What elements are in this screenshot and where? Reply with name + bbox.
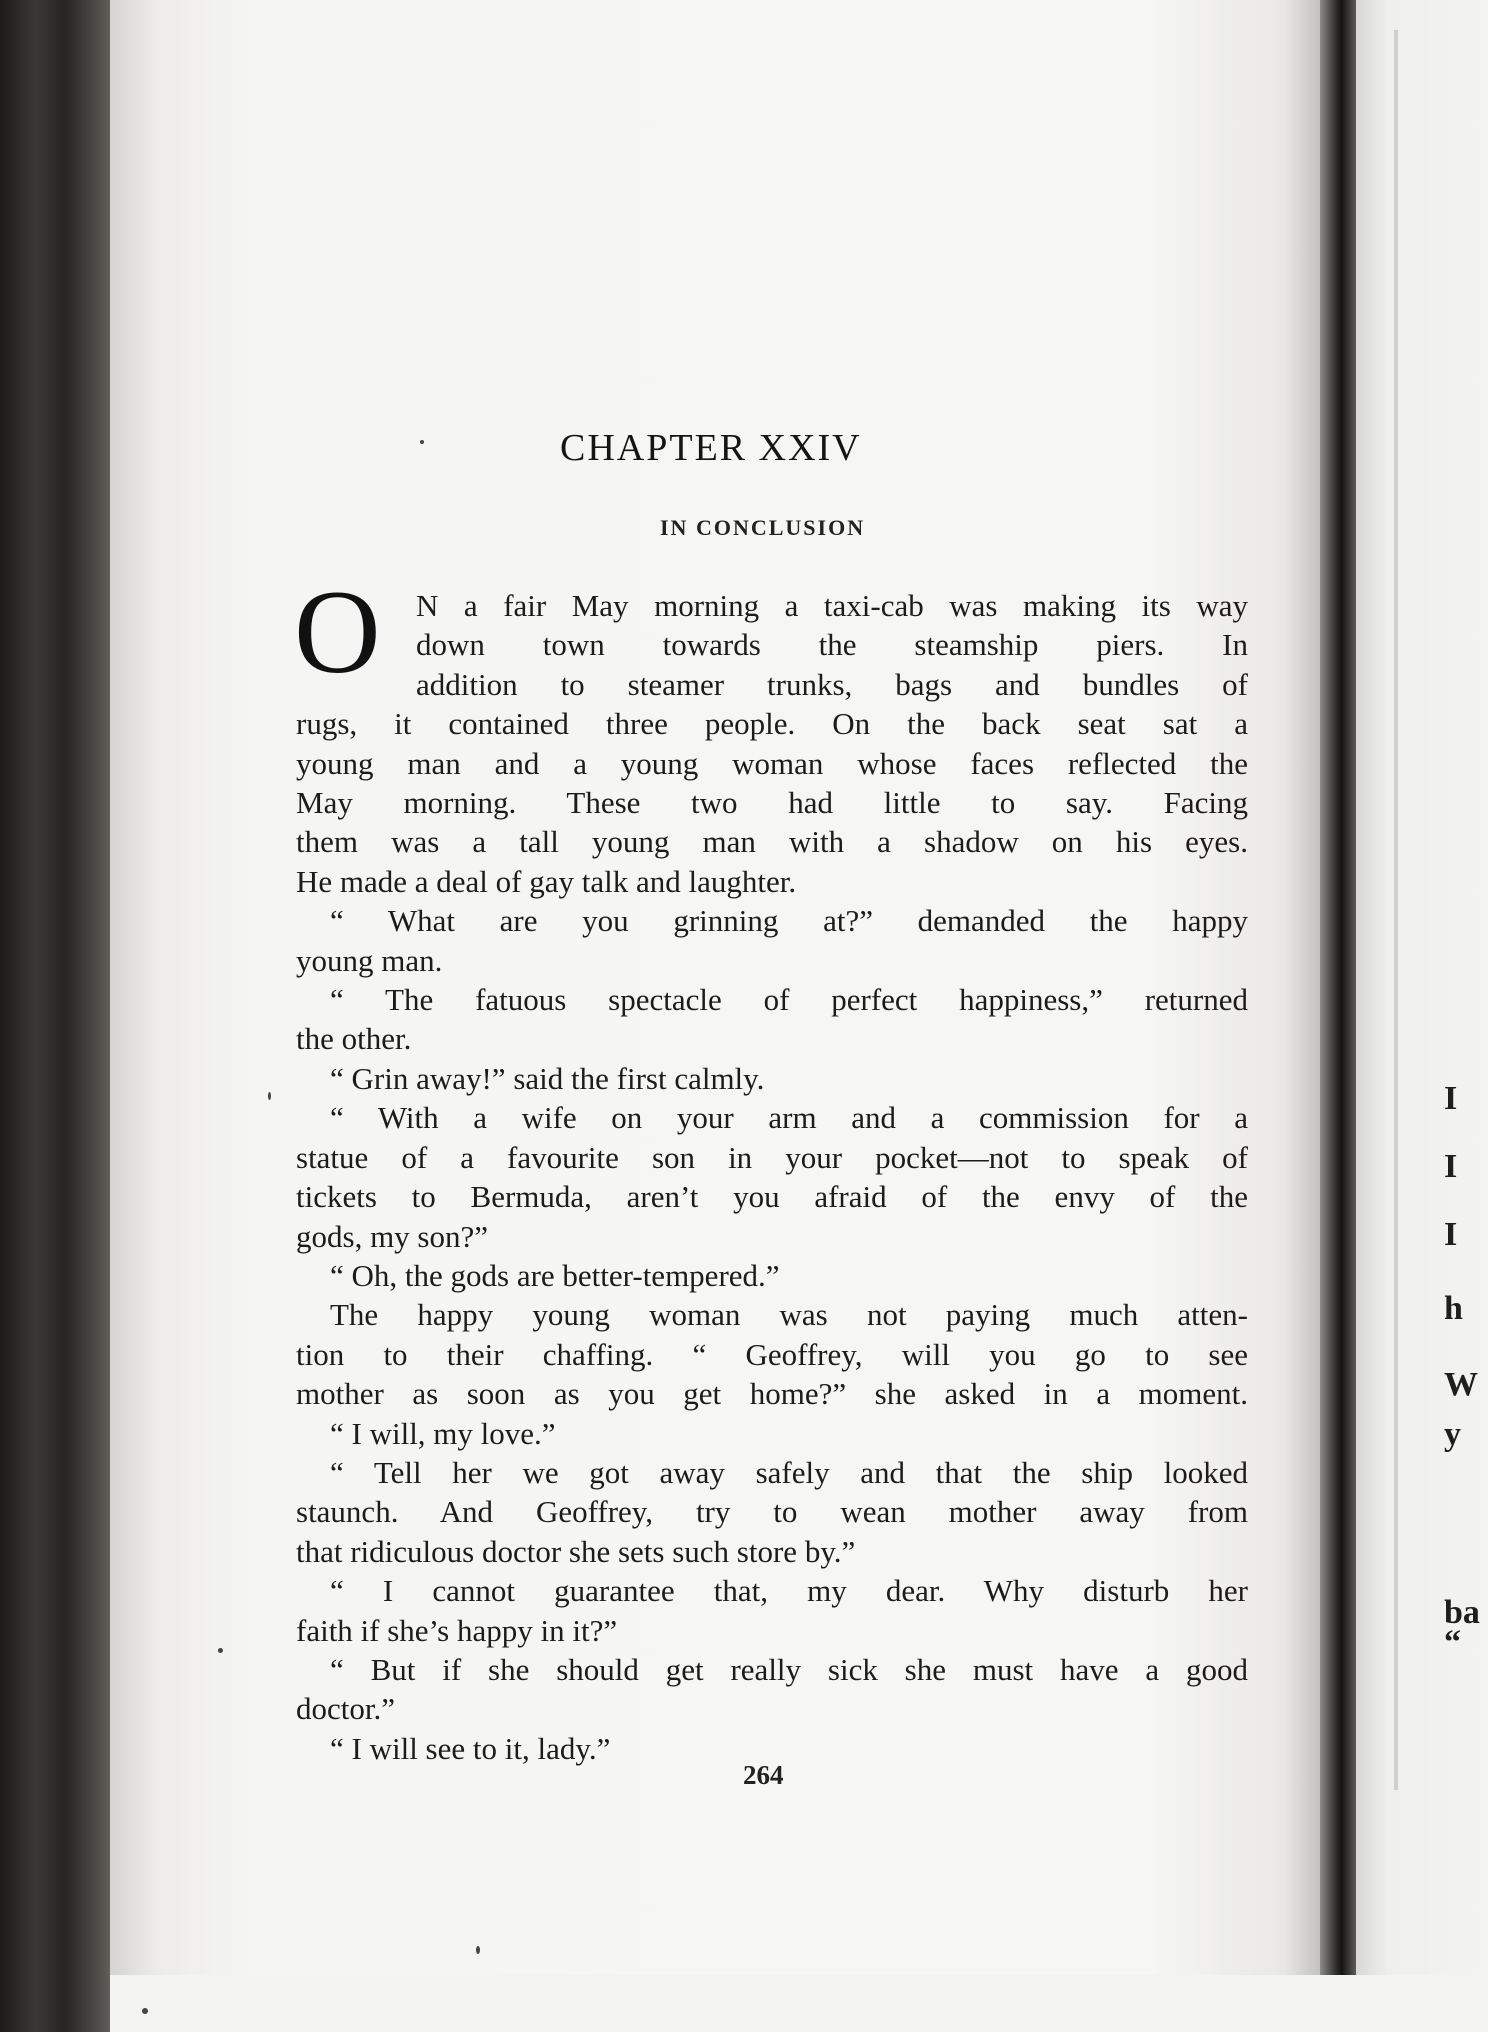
text-line: “ Oh, the gods are better-tempered.” <box>330 1257 780 1293</box>
page-speck <box>142 2008 148 2014</box>
text-line: that ridiculous doctor she sets such store by.” <box>296 1533 856 1569</box>
text-line: tickets to Bermuda, aren’t you afraid of the envy of the <box>296 1179 1248 1215</box>
right-page-fragment: I <box>1444 1080 1458 1117</box>
page-speck <box>420 440 424 444</box>
text-line: them was a tall young man with a shadow on his eyes. <box>296 824 1248 860</box>
page-speck <box>476 1946 480 1954</box>
right-page-fragment: I <box>1444 1148 1458 1185</box>
text-line: faith if she’s happy in it?” <box>296 1612 618 1648</box>
page-number: 264 <box>743 1760 784 1790</box>
chapter-body-text <box>296 586 1248 1768</box>
book-spine-edge <box>0 0 118 2032</box>
text-line: young man. <box>296 942 443 978</box>
text-line: staunch. And Geoffrey, try to wean mother away from <box>296 1494 1248 1530</box>
text-line: “ The fatuous spectacle of perfect happiness,” returned <box>330 982 1248 1018</box>
right-page-edge <box>1356 0 1488 1975</box>
right-page-fold-line <box>1394 30 1398 1790</box>
text-line: doctor.” <box>296 1691 395 1727</box>
page-speck <box>218 1648 223 1653</box>
text-line: tion to their chaffing. “ Geoffrey, will you go to see <box>296 1336 1248 1372</box>
book-gutter <box>1320 0 1356 2032</box>
text-line: down town towards the steamship piers. In <box>416 627 1248 663</box>
right-page-fragment: W <box>1444 1366 1478 1403</box>
text-line: “ I will see to it, lady.” <box>330 1730 611 1766</box>
text-line: addition to steamer trunks, bags and bundles of <box>416 666 1248 702</box>
text-line: “ But if she should get really sick she must have a good <box>330 1651 1248 1687</box>
right-page-fragment: “ <box>1444 1624 1461 1661</box>
text-line: He made a deal of gay talk and laughter. <box>296 863 797 899</box>
chapter-subtitle: IN CONCLUSION <box>660 515 866 540</box>
text-line: gods, my son?” <box>296 1218 489 1254</box>
text-line: mother as soon as you get home?” she asked in a moment. <box>296 1376 1248 1412</box>
text-line: rugs, it contained three people. On the back seat sat a <box>296 706 1248 742</box>
text-line: N a fair May morning a taxi-cab was making its way <box>416 588 1248 623</box>
text-line: The happy young woman was not paying much atten- <box>330 1297 1248 1333</box>
text-line: “ What are you grinning at?” demanded the happy <box>330 903 1248 939</box>
text-line: “ I cannot guarantee that, my dear. Why disturb her <box>330 1573 1248 1609</box>
right-page-fragment: y <box>1444 1416 1461 1453</box>
text-line: “ Tell her we got away safely and that the ship looked <box>330 1454 1248 1490</box>
right-page-fragment: I <box>1444 1216 1458 1253</box>
chapter-title: CHAPTER XXIV <box>560 427 862 469</box>
right-page-fragment: ba <box>1444 1594 1480 1631</box>
text-line: young man and a young woman whose faces reflected the <box>296 745 1248 781</box>
text-line: “ Grin away!” said the first calmly. <box>330 1060 765 1096</box>
text-line: statue of a favourite son in your pocket—not to speak of <box>296 1139 1248 1175</box>
right-page-fragment: h <box>1444 1290 1463 1327</box>
text-line: May morning. These two had little to say. Facing <box>296 785 1248 821</box>
page-speck <box>268 1092 271 1100</box>
text-line: the other. <box>296 1021 412 1057</box>
text-line: “ I will, my love.” <box>330 1415 556 1451</box>
page-bottom-band <box>110 1975 1488 2032</box>
drop-cap: O <box>294 565 381 698</box>
text-line: “ With a wife on your arm and a commission for a <box>330 1100 1248 1136</box>
